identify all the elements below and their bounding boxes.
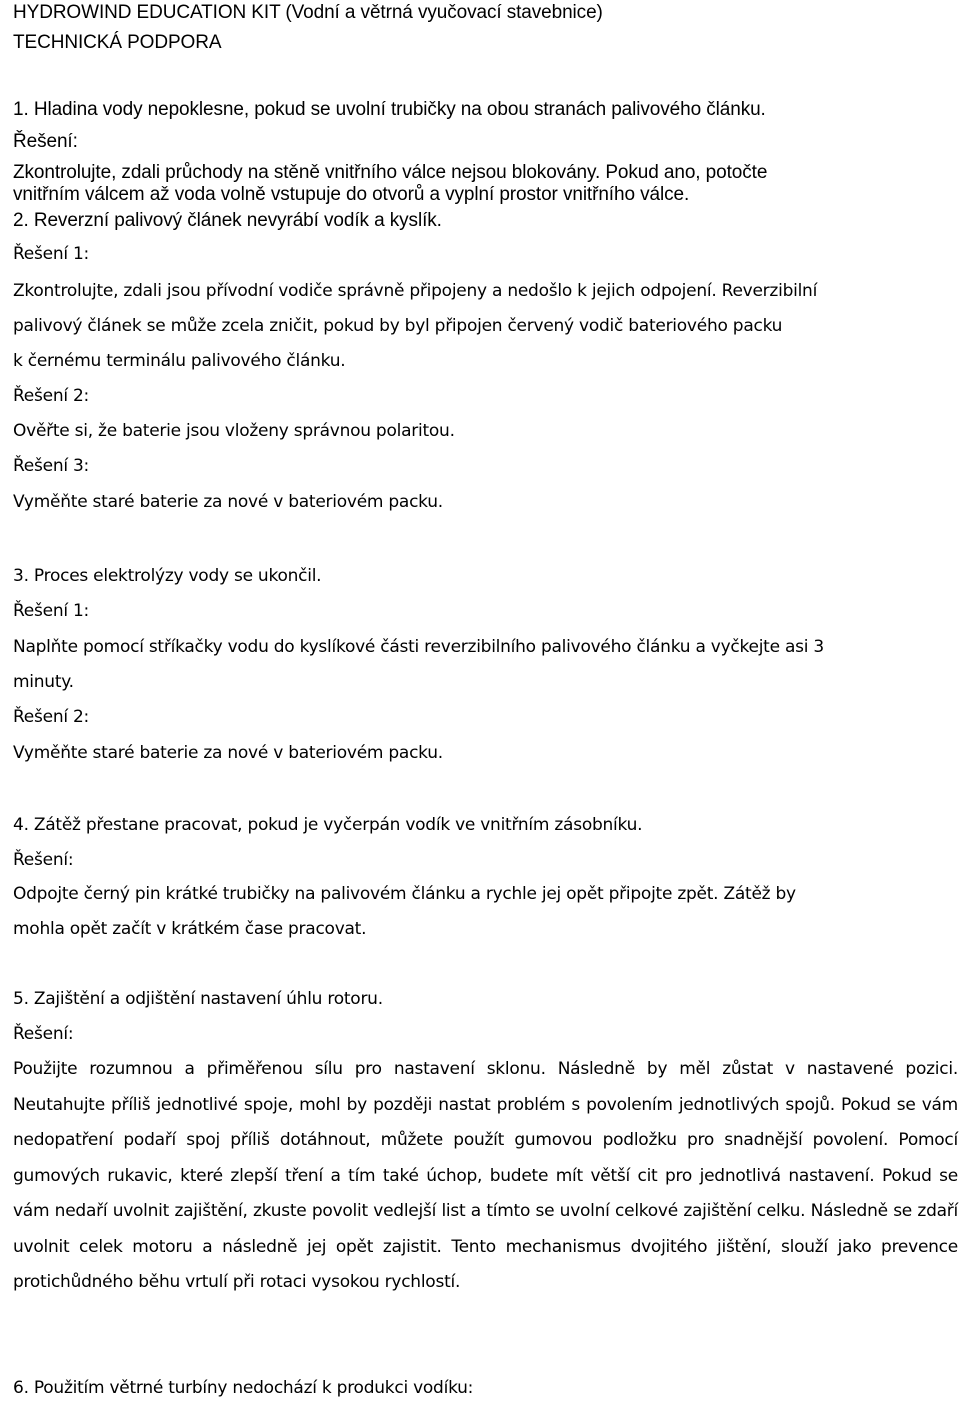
item-4-solution-label: Řešení: — [13, 850, 74, 870]
item-2-solution-1-line: k černému terminálu palivového článku. — [13, 351, 346, 371]
item-6-title: 6. Použitím větrné turbíny nedochází k produkci vodíku: — [13, 1378, 474, 1398]
item-3-solution-1-line: Naplňte pomocí stříkačky vodu do kyslíkové části reverzibilního palivového článku a vyčkejte asi 3 — [13, 637, 824, 657]
item-1-solution-line: vnitřním válcem až voda volně vstupuje do otvorů a vyplní prostor vnitřního válce. — [13, 184, 690, 205]
item-4-title: 4. Zátěž přestane pracovat, pokud je vyčerpán vodík ve vnitřním zásobníku. — [13, 815, 643, 835]
item-2-solution-2-text: Ověřte si, že baterie jsou vloženy správnou polaritou. — [13, 421, 455, 441]
doc-subtitle: TECHNICKÁ PODPORA — [13, 32, 222, 53]
item-2-solution-2-label: Řešení 2: — [13, 386, 90, 406]
item-3-title: 3. Proces elektrolýzy vody se ukončil. — [13, 566, 322, 586]
item-3-solution-2-text: Vyměňte staré baterie za nové v bateriovém packu. — [13, 743, 443, 763]
item-2-solution-1-line: Zkontrolujte, zdali jsou přívodní vodiče správně připojeny a nedošlo k jejich odpojení. Reverzibilní — [13, 281, 818, 301]
item-2-solution-3-text: Vyměňte staré baterie za nové v bateriovém packu. — [13, 492, 443, 512]
item-4-solution-line: mohla opět začít v krátkém čase pracovat. — [13, 919, 367, 939]
item-2-solution-1-label: Řešení 1: — [13, 244, 90, 264]
item-2-solution-1-line: palivový článek se může zcela zničit, pokud by byl připojen červený vodič bateriového packu — [13, 316, 783, 336]
item-1-title: 1. Hladina vody nepoklesne, pokud se uvolní trubičky na obou stranách palivového článku. — [13, 99, 766, 120]
item-5-title: 5. Zajištění a odjištění nastavení úhlu rotoru. — [13, 989, 383, 1009]
item-1-solution-label: Řešení: — [13, 131, 78, 152]
item-1-solution-line: Zkontrolujte, zdali průchody na stěně vnitřního válce nejsou blokovány. Pokud ano, potočte — [13, 162, 768, 183]
item-4-solution-line: Odpojte černý pin krátké trubičky na palivovém článku a rychle jej opět připojte zpět. Zátěž by — [13, 884, 796, 904]
item-3-solution-1-line: minuty. — [13, 672, 74, 692]
item-2-title: 2. Reverzní palivový článek nevyrábí vodík a kyslík. — [13, 210, 442, 231]
item-5-solution-text: Použijte rozumnou a přiměřenou sílu pro nastavení sklonu. Následně by měl zůstat v nastavené pozici. Neutahujte příliš jednotlivé spoje, mohl by později nastat problém s povolením jednotlivých spojů. Pokud se vám nedopatření podaří spoj příliš dotáhnout, můžete použít gumovou podložku pro snadnější povolení. Pomocí gumových rukavic, které zlepší tření a tím také úchop, budete mít větší cit pro jednotlivá nastavení. Pokud se vám nedaří uvolnit zajištění, zkuste povolit vedlejší list a tímto se uvolní celkové zajištění celku. Následně se zdaří uvolnit celek motoru a následně jej opět zajistit. Tento mechanismus dvojitého jištění, slouží jako prevence protichůdného běhu vrtulí při rotaci vysokou rychlostí. — [13, 1059, 958, 1292]
item-2-solution-3-label: Řešení 3: — [13, 456, 90, 476]
doc-title: HYDROWIND EDUCATION KIT (Vodní a větrná vyučovací stavebnice) — [13, 2, 603, 23]
item-5-solution-label: Řešení: — [13, 1024, 74, 1044]
item-3-solution-1-label: Řešení 1: — [13, 601, 90, 621]
item-3-solution-2-label: Řešení 2: — [13, 707, 90, 727]
